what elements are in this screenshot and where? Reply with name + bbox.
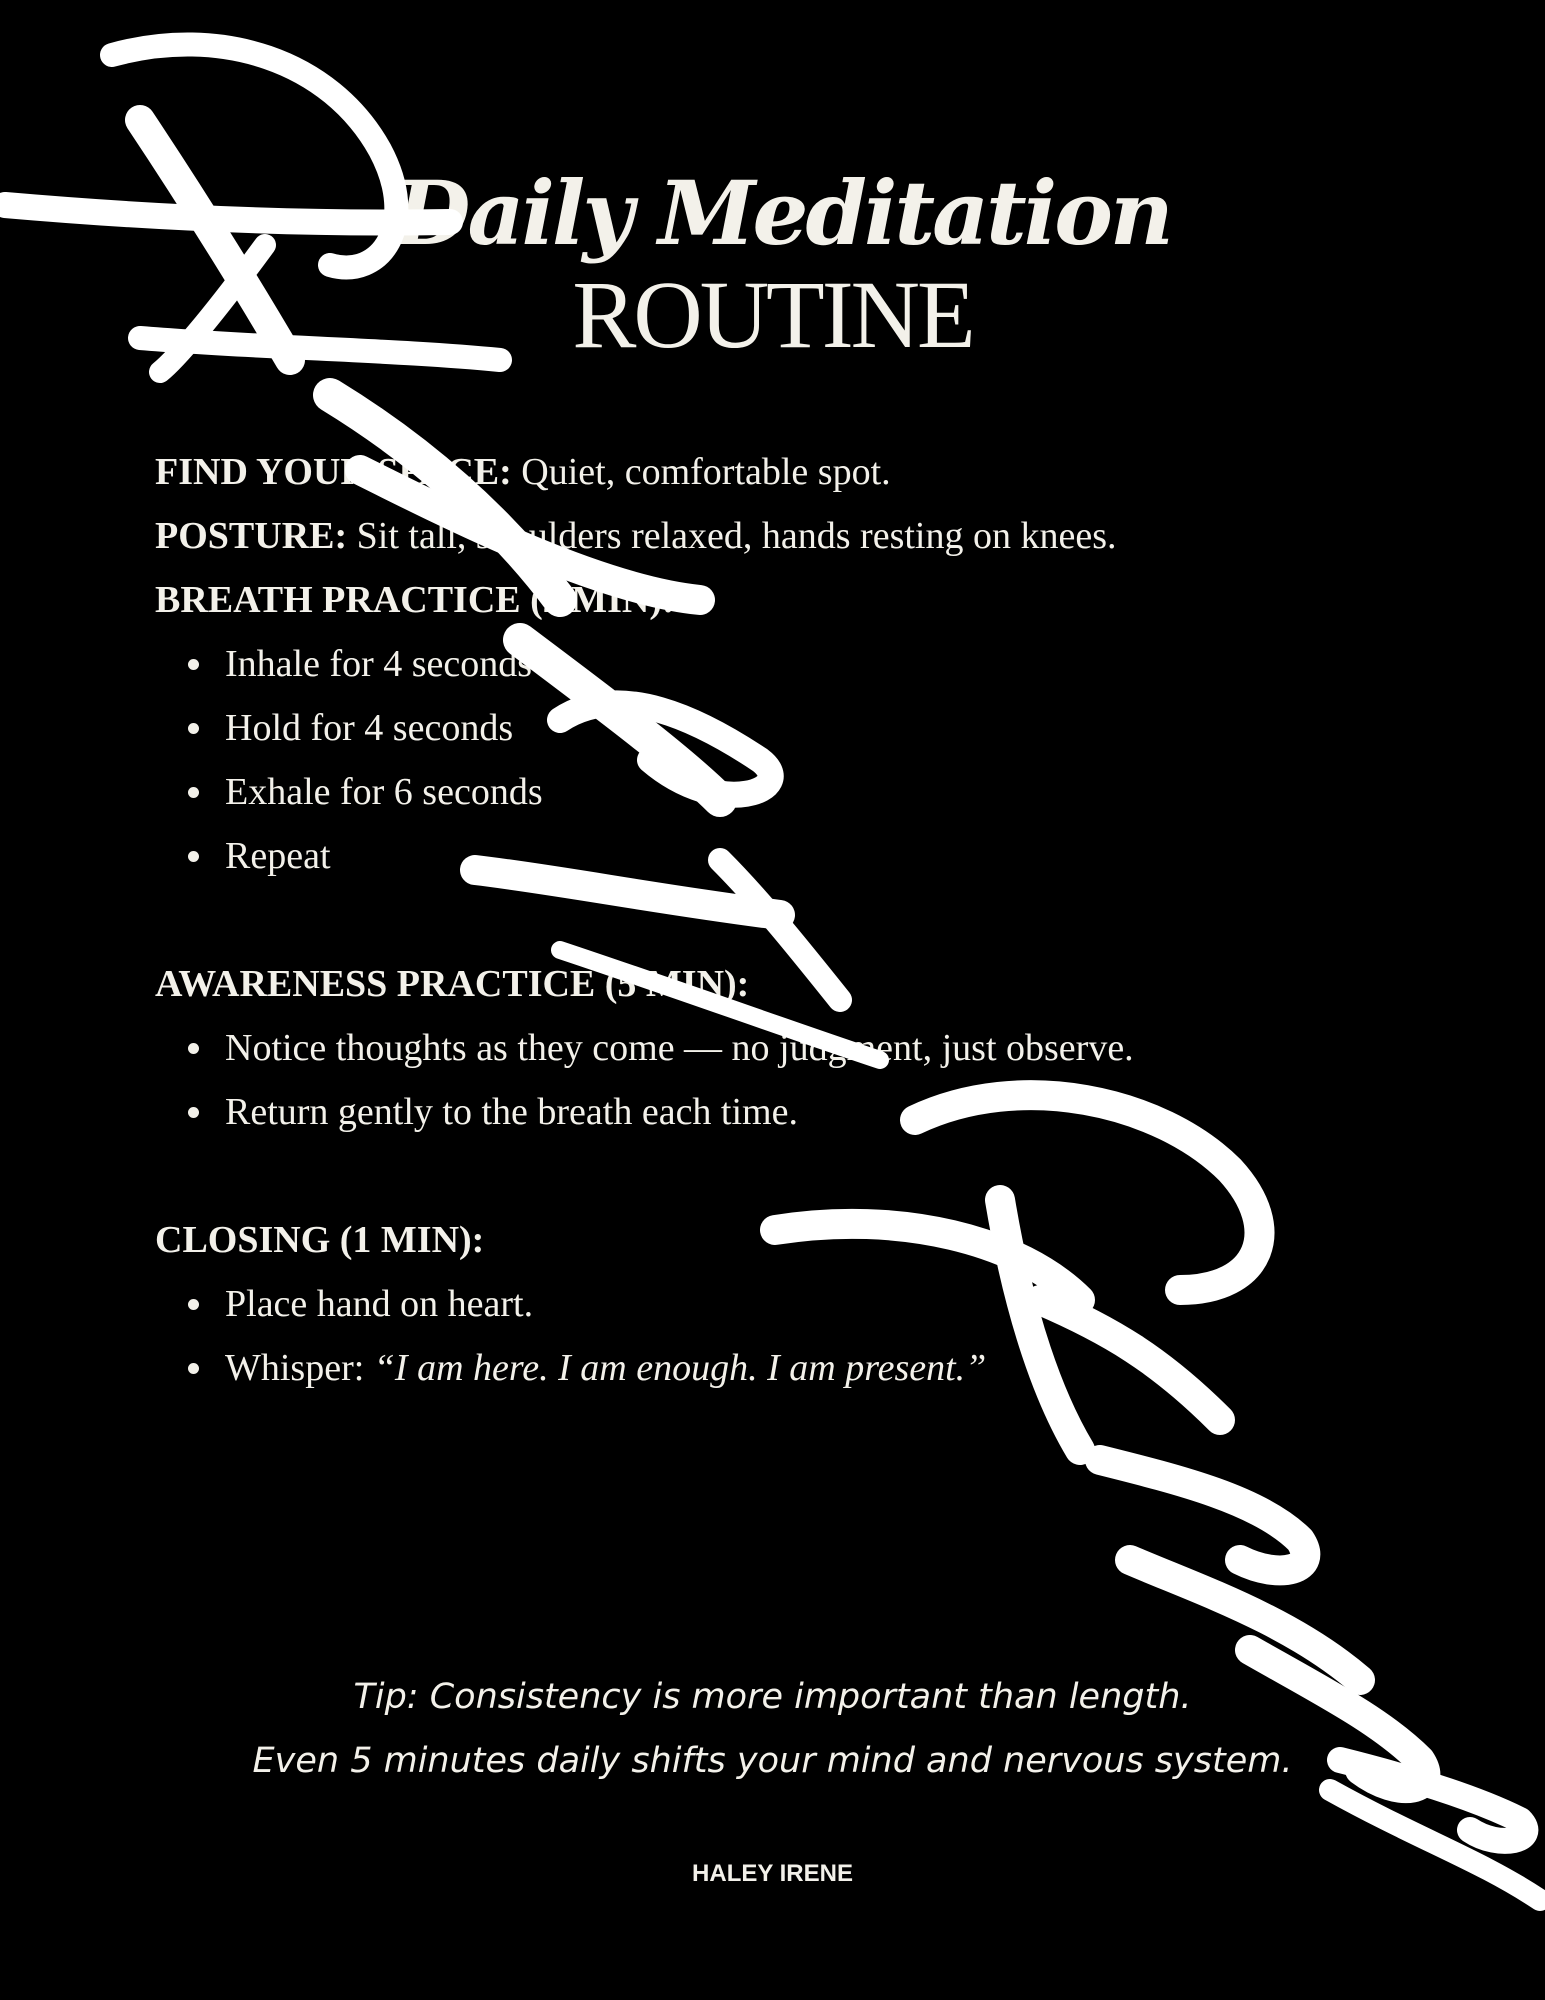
closing-whisper-prefix: Whisper: bbox=[225, 1347, 374, 1389]
title-caps: ROUTINE bbox=[572, 261, 973, 368]
list-item bbox=[155, 760, 1355, 824]
bullet-icon bbox=[188, 787, 199, 798]
list-item bbox=[155, 1336, 1355, 1400]
breath-item: Hold for 4 seconds bbox=[225, 707, 514, 749]
title-script: Daily Meditation bbox=[394, 161, 1171, 265]
list-item bbox=[155, 824, 1355, 888]
bullet-icon bbox=[188, 1363, 199, 1374]
breath-heading: BREATH PRACTICE (2 MIN): bbox=[155, 579, 675, 621]
list-item bbox=[155, 1272, 1355, 1336]
tip-line-1: Tip: Consistency is more important than length. bbox=[353, 1677, 1192, 1717]
find-space-text: Quiet, comfortable spot. bbox=[521, 451, 891, 493]
awareness-item: Return gently to the breath each time. bbox=[225, 1091, 798, 1133]
breath-item: Inhale for 4 seconds bbox=[225, 643, 533, 685]
breath-item: Repeat bbox=[225, 835, 331, 877]
bullet-icon bbox=[188, 659, 199, 670]
tip-line-2: Even 5 minutes daily shifts your mind and nervous system. bbox=[252, 1741, 1293, 1781]
list-item bbox=[155, 696, 1355, 760]
bullet-icon bbox=[188, 1107, 199, 1118]
posture-heading: POSTURE: bbox=[155, 515, 348, 557]
list-item bbox=[155, 1080, 1355, 1144]
list-item bbox=[155, 1016, 1355, 1080]
awareness-heading: AWARENESS PRACTICE (5 MIN): bbox=[155, 963, 750, 1005]
closing-heading: CLOSING (1 MIN): bbox=[155, 1219, 485, 1261]
author-footer: HALEY IRENE bbox=[692, 1860, 853, 1887]
bullet-icon bbox=[188, 723, 199, 734]
tip-text bbox=[0, 1665, 1545, 1793]
closing-whisper-quote: “I am here. I am enough. I am present.” bbox=[373, 1347, 987, 1389]
bullet-icon bbox=[188, 1299, 199, 1310]
bullet-icon bbox=[188, 851, 199, 862]
spacer bbox=[155, 1144, 1355, 1208]
list-item bbox=[155, 632, 1355, 696]
find-space-heading: FIND YOUR SPACE: bbox=[155, 451, 512, 493]
posture-text: Sit tall, shoulders relaxed, hands resting on knees. bbox=[356, 515, 1117, 557]
spacer bbox=[155, 888, 1355, 952]
breath-item: Exhale for 6 seconds bbox=[225, 771, 543, 813]
posture-line bbox=[155, 504, 1355, 568]
find-space-line bbox=[155, 440, 1355, 504]
bullet-icon bbox=[188, 1043, 199, 1054]
routine-content bbox=[155, 440, 1355, 1400]
awareness-item: Notice thoughts as they come — no judgment, just observe. bbox=[225, 1027, 1134, 1069]
closing-item: Place hand on heart. bbox=[225, 1283, 534, 1325]
page-title bbox=[0, 158, 1545, 370]
